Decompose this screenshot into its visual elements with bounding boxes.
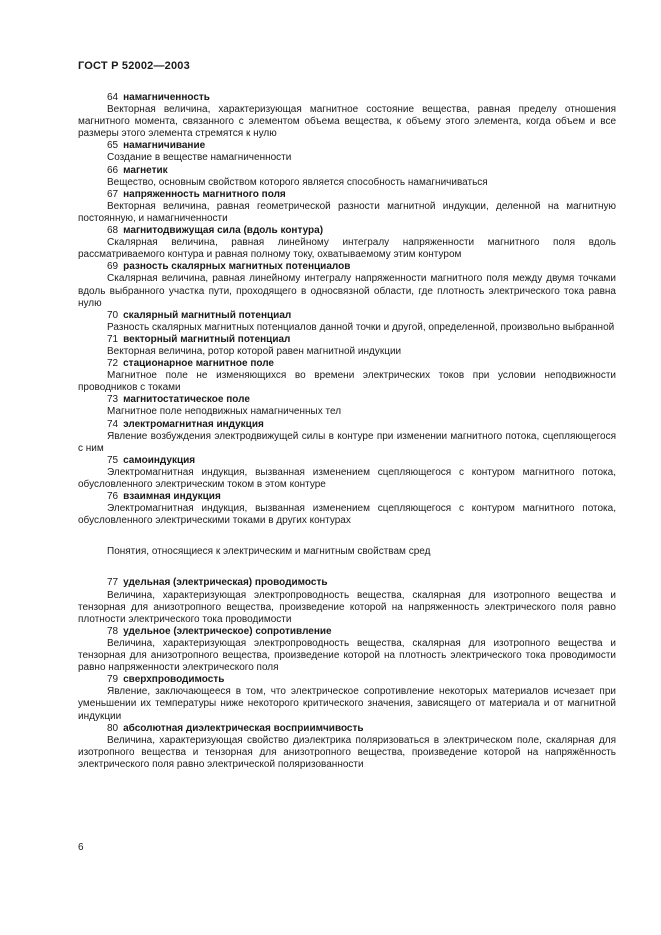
term-name: магнитодвижущая сила (вдоль контура) xyxy=(123,225,324,237)
term-number: 76 xyxy=(107,491,119,503)
section-title: Понятия, относящиеся к электрическим и магнитным свойствам сред xyxy=(107,546,431,558)
term-number: 75 xyxy=(107,454,119,466)
term-list-electric xyxy=(78,577,616,771)
term-number: 69 xyxy=(107,261,119,273)
term-name: взаимная индукция xyxy=(123,491,221,503)
term-definition: Создание в веществе намагниченности xyxy=(107,152,292,164)
term-name: удельное (электрическое) сопротивление xyxy=(123,625,332,637)
term-name: абсолютная диэлектрическая восприимчивость xyxy=(123,722,364,734)
document-header: ГОСТ Р 52002—2003 xyxy=(78,60,190,72)
term-number: 77 xyxy=(107,577,119,589)
term-heading xyxy=(78,358,616,370)
term-name: скалярный магнитный потенциал xyxy=(123,309,292,321)
term-number: 74 xyxy=(107,418,119,430)
term-definition: Явление, заключающееся в том, что электрическое сопротивление некоторых материалов исчезает при уменьшении их температуры ниже некоторого критического значения, зависящего от материала и от магнитной индукции xyxy=(78,686,616,722)
page-number: 6 xyxy=(78,842,84,853)
term-heading xyxy=(78,165,616,177)
term-definition: Магнитное поле не изменяющихся во времени электрических токов при условии неподвижности проводников с токами xyxy=(78,370,616,394)
term-name: намагничивание xyxy=(123,140,206,152)
term-definition: Величина, характеризующая свойство диэлектрика поляризоваться в электрическом поле, скалярная для изотропного вещества и тензорная для анизотропного вещества, произведение которой на напряжённость электрического поля равно электрической поляризованности xyxy=(78,734,616,770)
term-definition: Скалярная величина, равная линейному интегралу напряженности магнитного поля между двумя точками вдоль выбранного участка пути, проходящего в односвязной области, где плотность электрического тока равна нулю xyxy=(78,273,616,309)
term-list-magnetic xyxy=(78,92,616,527)
term-definition: Величина, характеризующая электропроводность вещества, скалярная для изотропного вещества и тензорная для анизотропного вещества, произведение которой на напряженность электрического поля равно плотности электрического тока проводимости xyxy=(78,589,616,625)
term-heading xyxy=(78,92,616,104)
term-name: сверхпроводимость xyxy=(123,674,225,686)
term-number: 64 xyxy=(107,92,119,103)
term-number: 65 xyxy=(107,140,119,152)
term-number: 67 xyxy=(107,188,119,200)
term-heading xyxy=(78,491,616,503)
term-heading xyxy=(78,225,616,237)
term-number: 71 xyxy=(107,333,119,345)
term-number: 80 xyxy=(107,722,119,734)
term-name: самоиндукция xyxy=(123,454,196,466)
term-heading xyxy=(78,394,616,406)
term-definition: Вещество, основным свойством которого является способность намагничиваться xyxy=(107,176,488,188)
term-name: магнитостатическое поле xyxy=(123,394,250,406)
term-heading xyxy=(78,626,616,638)
term-number: 73 xyxy=(107,394,119,406)
term-heading xyxy=(78,261,616,273)
term-heading xyxy=(78,334,616,346)
term-definition: Электромагнитная индукция, вызванная изменением сцепляющегося с контуром магнитного потока, обусловленного электрическими токами в других контурах xyxy=(78,503,616,527)
term-heading xyxy=(78,577,616,589)
term-number: 70 xyxy=(107,309,119,321)
term-heading xyxy=(78,140,616,152)
term-definition: Магнитное поле неподвижных намагниченных тел xyxy=(107,406,342,418)
term-definition: Векторная величина, равная геометрической разности магнитной индукции, деленной на магнитную постоянную, и намагниченности xyxy=(78,200,616,224)
term-name: разность скалярных магнитных потенциалов xyxy=(123,261,351,273)
term-heading xyxy=(78,723,616,735)
term-definition: Явление возбуждения электродвижущей силы в контуре при изменении магнитного потока, сцепляющегося с ним xyxy=(78,430,616,454)
term-name: напряженность магнитного поля xyxy=(123,188,286,200)
term-number: 68 xyxy=(107,225,119,237)
term-definition: Величина, характеризующая электропроводность вещества, скалярная для изотропного вещества и тензорная для анизотропного вещества, произведение которой на плотность электрического тока проводимости равно напряженности электрического поля xyxy=(78,637,616,674)
term-heading xyxy=(78,674,616,686)
term-number: 66 xyxy=(107,164,119,176)
term-definition: Скалярная величина, равная линейному интегралу напряженности магнитного поля вдоль рассматриваемого контура и равная полному току, охватываемому этим контуром xyxy=(78,237,616,261)
term-definition: Векторная величина, характеризующая магнитное состояние вещества, равная пределу отношения магнитного момента, связанного с элементом объема вещества, к объему этого элемента, когда объем и все размеры этого элемента стремятся к нулю xyxy=(78,104,616,140)
term-definition: Разность скалярных магнитных потенциалов данной точки и другой, определенной, произвольно выбранной xyxy=(107,321,615,333)
term-name: намагниченность xyxy=(123,92,210,103)
term-name: стационарное магнитное поле xyxy=(123,358,274,370)
term-definition: Векторная величина, ротор которой равен магнитной индукции xyxy=(107,345,402,357)
term-name: векторный магнитный потенциал xyxy=(123,333,291,345)
term-heading xyxy=(78,455,616,467)
term-number: 72 xyxy=(107,358,119,370)
term-heading xyxy=(78,310,616,322)
term-name: магнетик xyxy=(123,164,168,176)
document-body xyxy=(78,92,616,771)
term-heading xyxy=(78,419,616,431)
term-number: 79 xyxy=(107,674,119,686)
term-name: удельная (электрическая) проводимость xyxy=(123,577,328,589)
term-definition: Электромагнитная индукция, вызванная изменением сцепляющегося с контуром магнитного потока, обусловленного электрическим током в этом контуре xyxy=(78,466,616,490)
term-name: электромагнитная индукция xyxy=(123,418,264,430)
term-heading xyxy=(78,189,616,201)
term-number: 78 xyxy=(107,625,119,637)
